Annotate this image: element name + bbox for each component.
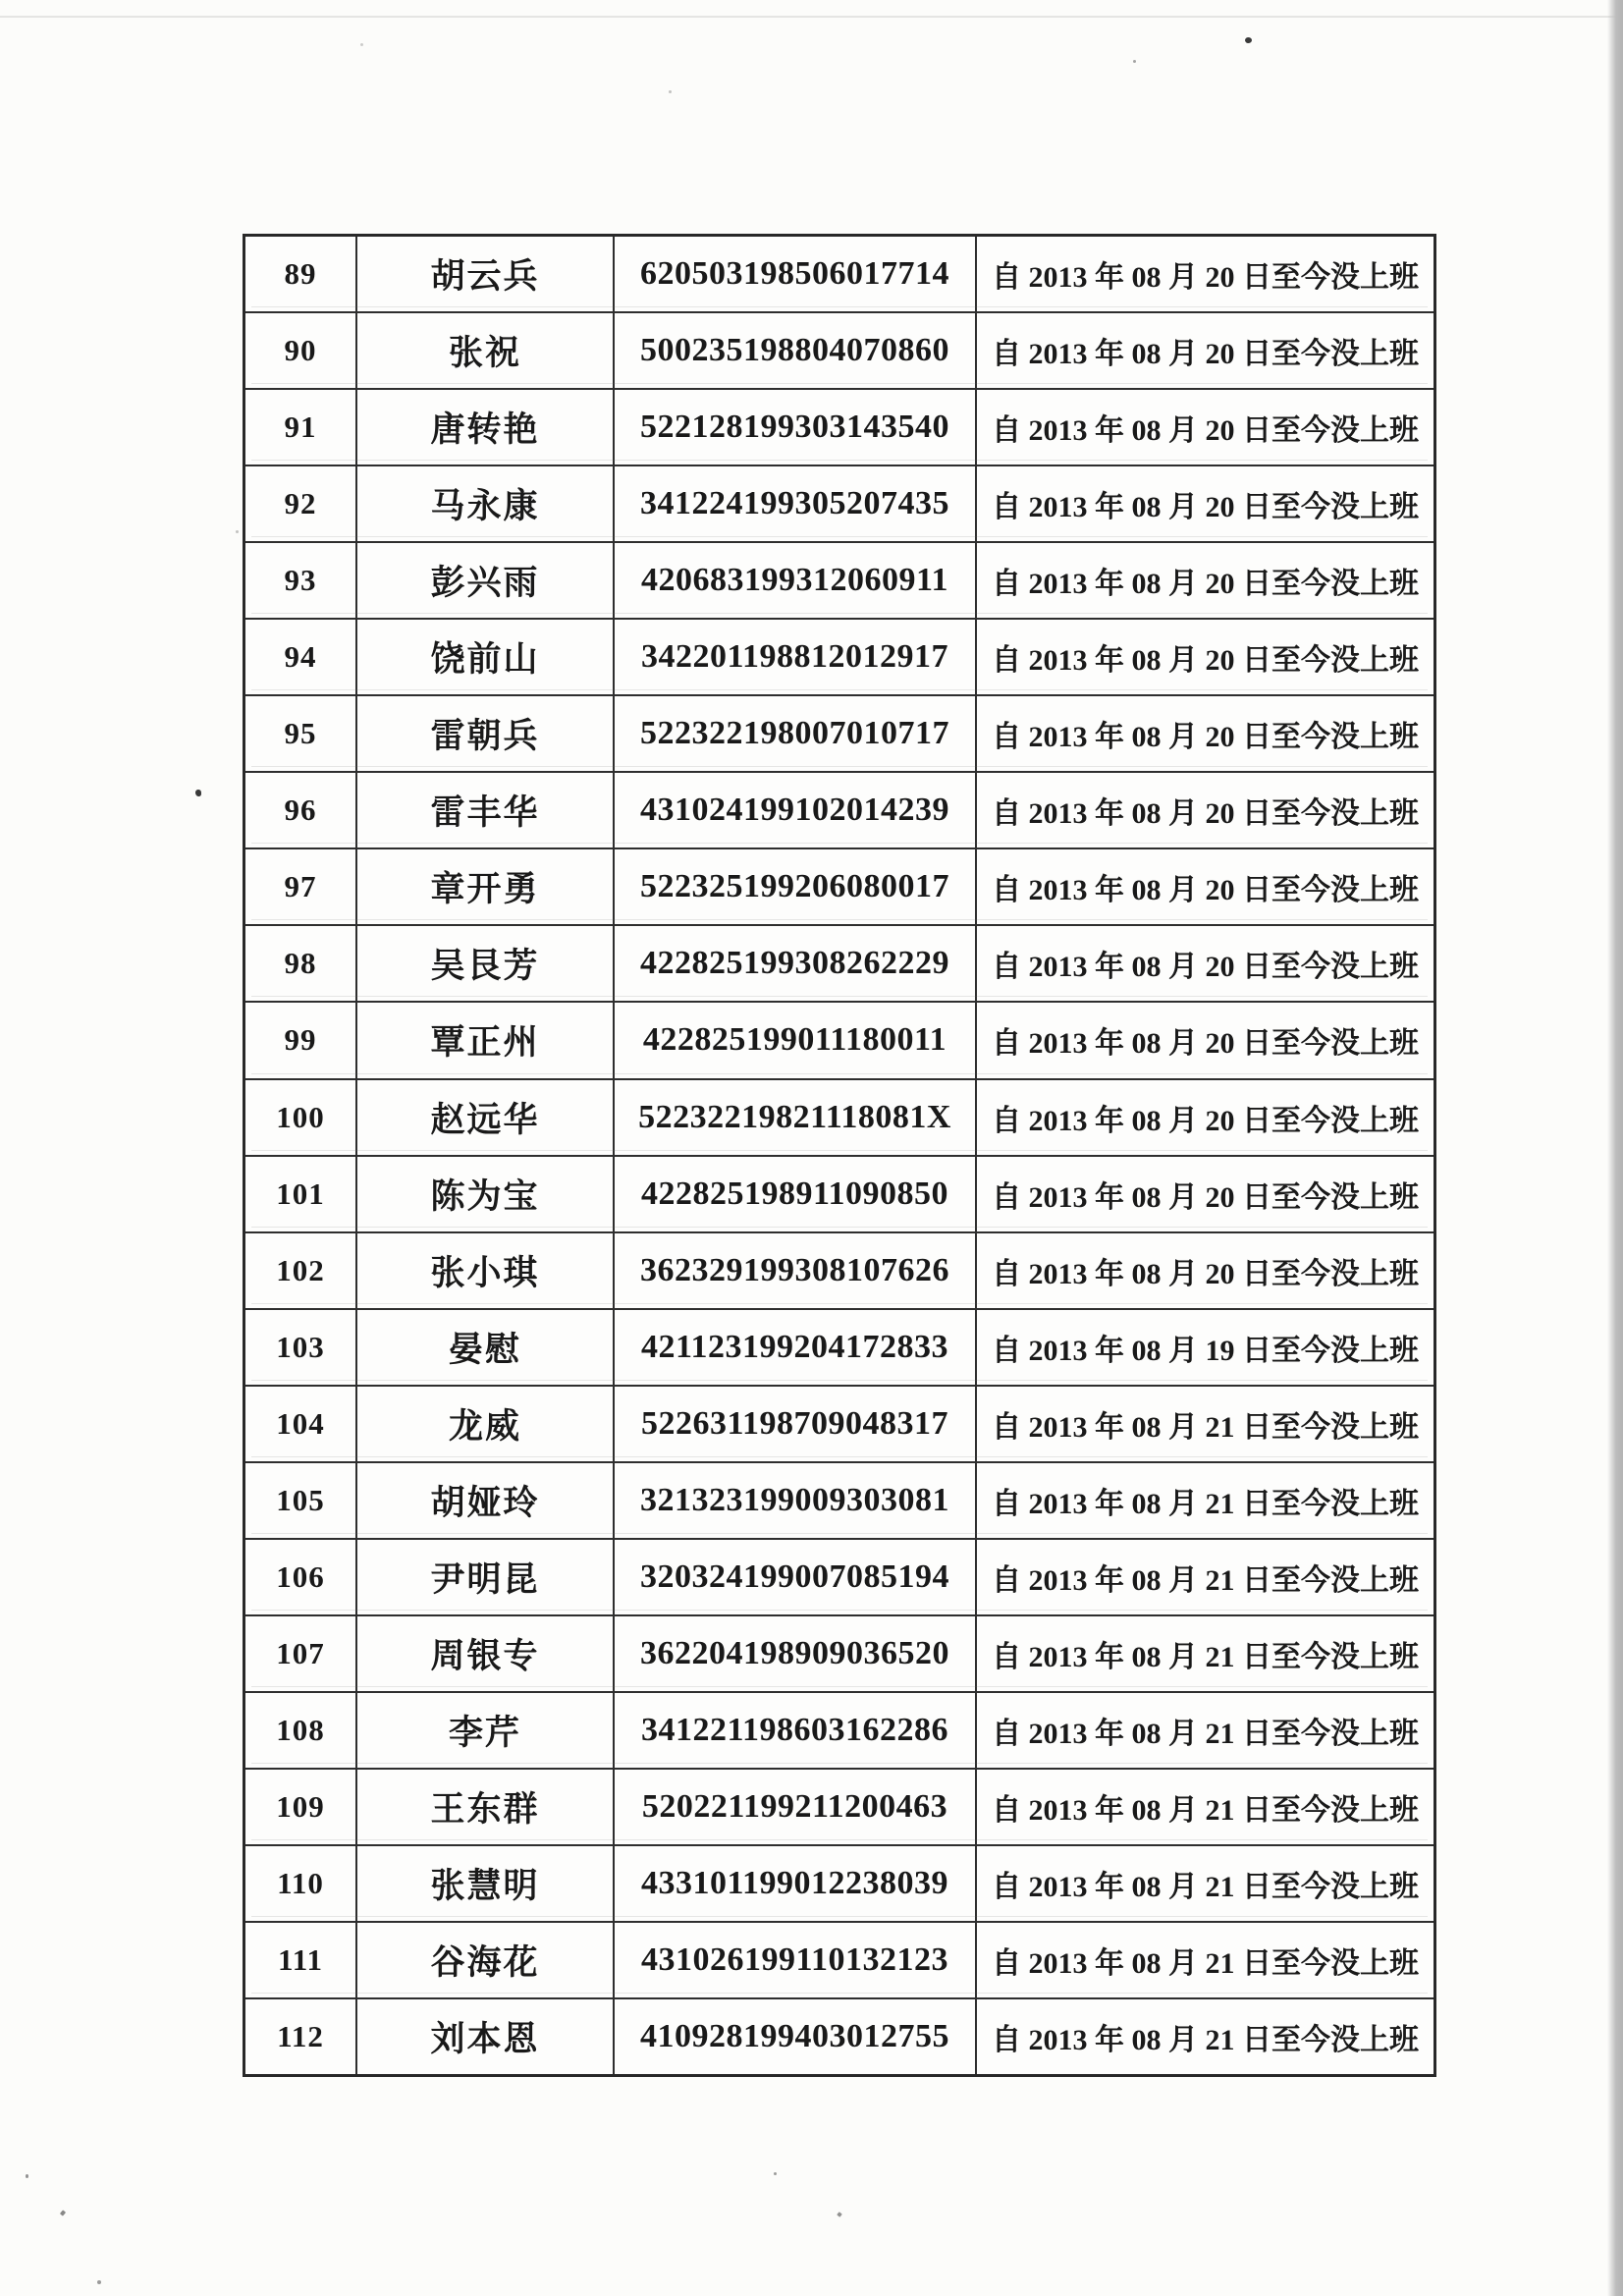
cell-row-number: 92 bbox=[245, 466, 357, 541]
cell-row-number: 103 bbox=[245, 1310, 357, 1385]
table-row bbox=[245, 926, 1434, 1003]
cell-row-number: 97 bbox=[245, 849, 357, 924]
cell-row-number: 110 bbox=[245, 1846, 357, 1921]
cell-status: 自 2013 年 08 月 21 日至今没上班 bbox=[992, 1563, 1419, 1597]
cell-status: 自 2013 年 08 月 20 日至今没上班 bbox=[992, 1257, 1419, 1290]
cell-id-number: 620503198506017714 bbox=[615, 237, 977, 311]
attendance-table bbox=[243, 234, 1436, 2077]
cell-row-number: 107 bbox=[245, 1616, 357, 1691]
cell-name: 陈为宝 bbox=[357, 1157, 615, 1231]
cell-row-number: 111 bbox=[245, 1923, 357, 1997]
cell-row-number: 108 bbox=[245, 1693, 357, 1768]
cell-status: 自 2013 年 08 月 20 日至今没上班 bbox=[992, 874, 1419, 907]
cell-id-number: 522322198007010717 bbox=[615, 696, 977, 771]
cell-id-number: 500235198804070860 bbox=[615, 313, 977, 388]
cell-status: 自 2013 年 08 月 21 日至今没上班 bbox=[992, 1640, 1419, 1673]
cell-status: 自 2013 年 08 月 20 日至今没上班 bbox=[992, 721, 1419, 754]
cell-row-number: 89 bbox=[245, 237, 357, 311]
cell-id-number: 422825199011180011 bbox=[615, 1003, 977, 1077]
table-row bbox=[245, 1463, 1434, 1540]
cell-name: 刘本恩 bbox=[357, 1999, 615, 2074]
cell-row-number: 106 bbox=[245, 1540, 357, 1614]
scan-edge-top bbox=[0, 16, 1623, 18]
cell-status: 自 2013 年 08 月 20 日至今没上班 bbox=[992, 644, 1419, 678]
cell-row-number: 95 bbox=[245, 696, 357, 771]
cell-name: 王东群 bbox=[357, 1770, 615, 1844]
cell-status: 自 2013 年 08 月 21 日至今没上班 bbox=[992, 1947, 1419, 1981]
cell-row-number: 105 bbox=[245, 1463, 357, 1538]
cell-name: 唐转艳 bbox=[357, 390, 615, 465]
table-row bbox=[245, 849, 1434, 926]
scan-speck bbox=[669, 90, 672, 93]
table-row bbox=[245, 1157, 1434, 1233]
cell-status: 自 2013 年 08 月 20 日至今没上班 bbox=[992, 261, 1419, 295]
cell-status: 自 2013 年 08 月 21 日至今没上班 bbox=[992, 1871, 1419, 1903]
cell-row-number: 102 bbox=[245, 1233, 357, 1308]
cell-id-number: 420683199312060911 bbox=[615, 543, 977, 618]
scan-speck bbox=[360, 43, 363, 46]
cell-status: 自 2013 年 08 月 20 日至今没上班 bbox=[992, 338, 1419, 371]
cell-name: 张小琪 bbox=[357, 1233, 615, 1308]
cell-name: 赵远华 bbox=[357, 1080, 615, 1155]
table-row bbox=[245, 237, 1434, 313]
table-row bbox=[245, 1999, 1434, 2074]
cell-row-number: 109 bbox=[245, 1770, 357, 1844]
cell-row-number: 93 bbox=[245, 543, 357, 618]
cell-id-number: 321323199009303081 bbox=[615, 1463, 977, 1538]
cell-status: 自 2013 年 08 月 20 日至今没上班 bbox=[992, 797, 1419, 831]
scan-speck bbox=[774, 2172, 777, 2175]
scan-speck bbox=[97, 2280, 101, 2284]
table-row bbox=[245, 1540, 1434, 1616]
table-row bbox=[245, 543, 1434, 620]
cell-row-number: 98 bbox=[245, 926, 357, 1001]
table-row bbox=[245, 1387, 1434, 1463]
table-row bbox=[245, 390, 1434, 466]
table-row bbox=[245, 1233, 1434, 1310]
cell-row-number: 91 bbox=[245, 390, 357, 465]
cell-status: 自 2013 年 08 月 21 日至今没上班 bbox=[992, 1410, 1419, 1444]
cell-row-number: 104 bbox=[245, 1387, 357, 1461]
cell-name: 尹明昆 bbox=[357, 1540, 615, 1614]
cell-name: 李芹 bbox=[357, 1693, 615, 1768]
table-row bbox=[245, 1003, 1434, 1079]
cell-row-number: 99 bbox=[245, 1003, 357, 1077]
cell-name: 章开勇 bbox=[357, 849, 615, 924]
cell-id-number: 341221198603162286 bbox=[615, 1693, 977, 1768]
scan-speck bbox=[1133, 60, 1136, 63]
cell-row-number: 100 bbox=[245, 1080, 357, 1155]
cell-id-number: 520221199211200463 bbox=[615, 1770, 977, 1844]
scan-speck bbox=[26, 2174, 28, 2178]
cell-row-number: 90 bbox=[245, 313, 357, 388]
scan-edge-right bbox=[1607, 0, 1623, 2296]
cell-row-number: 94 bbox=[245, 620, 357, 694]
cell-id-number: 522128199303143540 bbox=[615, 390, 977, 465]
cell-status: 自 2013 年 08 月 20 日至今没上班 bbox=[992, 951, 1419, 984]
table-row bbox=[245, 1846, 1434, 1923]
table-row bbox=[245, 696, 1434, 773]
cell-id-number: 410928199403012755 bbox=[615, 1999, 977, 2074]
cell-name: 胡云兵 bbox=[357, 237, 615, 311]
scan-speck bbox=[837, 2212, 842, 2217]
scan-speck bbox=[60, 2210, 66, 2215]
cell-name: 龙威 bbox=[357, 1387, 615, 1461]
cell-name: 胡娅玲 bbox=[357, 1463, 615, 1538]
cell-id-number: 341224199305207435 bbox=[615, 466, 977, 541]
cell-id-number: 362329199308107626 bbox=[615, 1233, 977, 1308]
cell-id-number: 522325199206080017 bbox=[615, 849, 977, 924]
cell-status: 自 2013 年 08 月 20 日至今没上班 bbox=[992, 1104, 1419, 1137]
cell-status: 自 2013 年 08 月 19 日至今没上班 bbox=[992, 1334, 1419, 1367]
cell-id-number: 52232219821118081X bbox=[615, 1080, 977, 1155]
scan-speck bbox=[236, 530, 239, 533]
cell-name: 张祝 bbox=[357, 313, 615, 388]
scan-speck bbox=[195, 790, 201, 796]
cell-row-number: 96 bbox=[245, 773, 357, 847]
cell-name: 彭兴雨 bbox=[357, 543, 615, 618]
cell-id-number: 342201198812012917 bbox=[615, 620, 977, 694]
cell-row-number: 112 bbox=[245, 1999, 357, 2074]
cell-name: 晏慰 bbox=[357, 1310, 615, 1385]
cell-status: 自 2013 年 08 月 21 日至今没上班 bbox=[992, 2024, 1419, 2057]
cell-id-number: 362204198909036520 bbox=[615, 1616, 977, 1691]
cell-name: 谷海花 bbox=[357, 1923, 615, 1997]
cell-name: 周银专 bbox=[357, 1616, 615, 1691]
cell-status: 自 2013 年 08 月 20 日至今没上班 bbox=[992, 1027, 1419, 1061]
cell-id-number: 421123199204172833 bbox=[615, 1310, 977, 1385]
cell-id-number: 320324199007085194 bbox=[615, 1540, 977, 1614]
cell-id-number: 433101199012238039 bbox=[615, 1846, 977, 1921]
cell-name: 雷朝兵 bbox=[357, 696, 615, 771]
cell-id-number: 422825198911090850 bbox=[615, 1157, 977, 1231]
cell-status: 自 2013 年 08 月 20 日至今没上班 bbox=[992, 414, 1419, 448]
table-row bbox=[245, 773, 1434, 849]
table-row bbox=[245, 1080, 1434, 1157]
cell-row-number: 101 bbox=[245, 1157, 357, 1231]
table-row bbox=[245, 466, 1434, 543]
cell-name: 张慧明 bbox=[357, 1846, 615, 1921]
cell-status: 自 2013 年 08 月 20 日至今没上班 bbox=[992, 568, 1419, 601]
cell-id-number: 522631198709048317 bbox=[615, 1387, 977, 1461]
table-row bbox=[245, 1770, 1434, 1846]
table-row bbox=[245, 620, 1434, 696]
table-row bbox=[245, 1616, 1434, 1693]
cell-status: 自 2013 年 08 月 21 日至今没上班 bbox=[992, 1717, 1419, 1750]
table-row bbox=[245, 1693, 1434, 1770]
cell-id-number: 422825199308262229 bbox=[615, 926, 977, 1001]
cell-status: 自 2013 年 08 月 21 日至今没上班 bbox=[992, 1487, 1419, 1520]
table-row bbox=[245, 1310, 1434, 1387]
cell-name: 吴艮芳 bbox=[357, 926, 615, 1001]
cell-status: 自 2013 年 08 月 20 日至今没上班 bbox=[992, 491, 1419, 524]
cell-id-number: 431024199102014239 bbox=[615, 773, 977, 847]
table-row bbox=[245, 313, 1434, 390]
cell-status: 自 2013 年 08 月 21 日至今没上班 bbox=[992, 1793, 1419, 1827]
scan-speck bbox=[1245, 37, 1252, 43]
cell-name: 饶前山 bbox=[357, 620, 615, 694]
cell-id-number: 431026199110132123 bbox=[615, 1923, 977, 1997]
cell-name: 雷丰华 bbox=[357, 773, 615, 847]
cell-name: 马永康 bbox=[357, 466, 615, 541]
cell-name: 覃正州 bbox=[357, 1003, 615, 1077]
table-row bbox=[245, 1923, 1434, 1999]
cell-status: 自 2013 年 08 月 20 日至今没上班 bbox=[992, 1180, 1419, 1214]
